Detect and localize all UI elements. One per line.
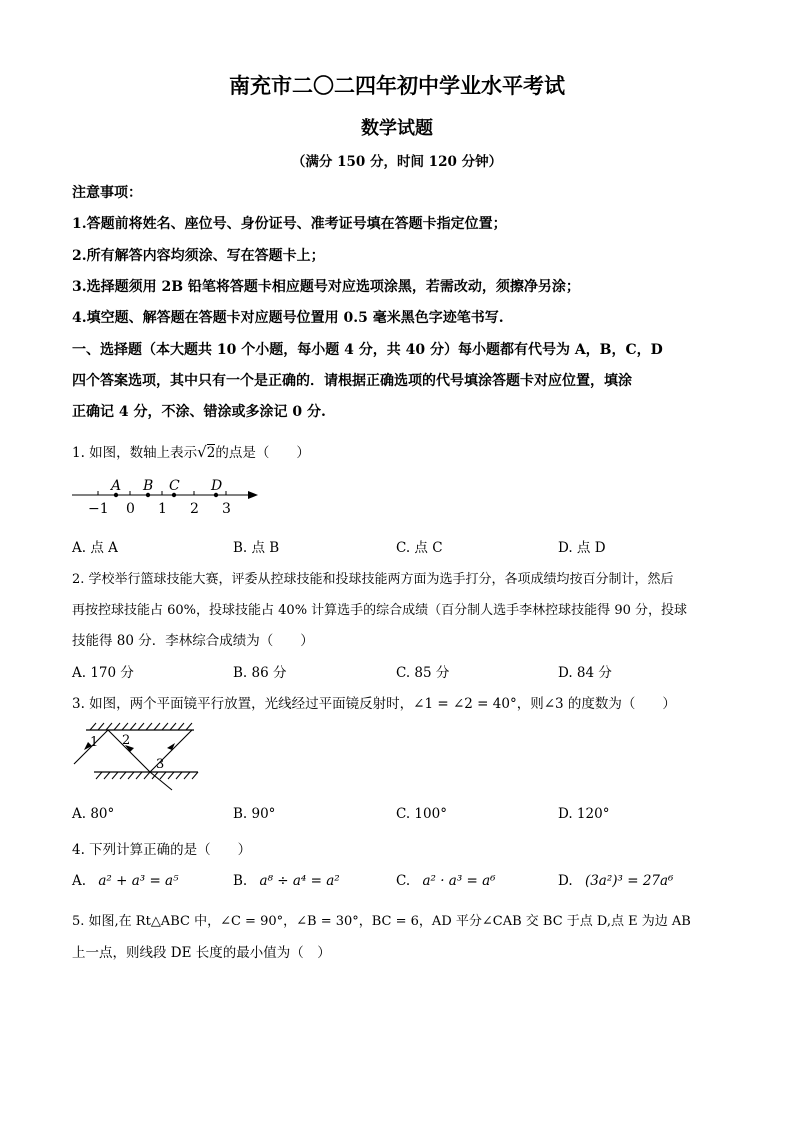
note-item: 2.所有解答内容均须涂、写在答题卡上； xyxy=(72,248,325,264)
q1-stem xyxy=(72,441,310,461)
point-a-label: A xyxy=(111,478,122,494)
q3-option-a[interactable]: A. 80° xyxy=(72,806,115,822)
q4-option-d[interactable] xyxy=(558,873,673,889)
section-heading-line: 四个答案选项，其中只有一个是正确的．请根据正确选项的代号填涂答题卡对应位置，填涂 xyxy=(72,373,632,389)
notes-heading: 注意事项： xyxy=(72,185,142,201)
q2-option-c[interactable]: C. 85 分 xyxy=(396,665,450,681)
q2-stem-line: 再按控球技能占 60%，投球技能占 40% 计算选手的综合成绩（百分制人选手李林控球技能得 90 分，投球 xyxy=(72,603,687,618)
q3-stem: 3. 如图，两个平面镜平行放置，光线经过平面镜反射时，∠1 = ∠2 = 40°，则∠3 的度数为（ ） xyxy=(72,696,676,712)
q2-stem-line: 技能得 80 分．李林综合成绩为（ ） xyxy=(72,633,314,649)
q1-option-c[interactable]: C. 点 C xyxy=(396,540,443,556)
q4-stem: 4. 下列计算正确的是（ ） xyxy=(72,842,252,858)
mirror-figure xyxy=(68,720,208,792)
section-heading-line: 一、选择题（本大题共 10 个小题，每小题 4 分，共 40 分）每小题都有代号为 A，B，C，D xyxy=(72,342,663,358)
q4-option-a-expr: a² + a³ = a⁵ xyxy=(98,873,179,889)
q4-option-a[interactable] xyxy=(72,873,179,889)
q1-stem-post: 的点是（ ） xyxy=(215,445,310,461)
q4-option-b-expr: a⁸ ÷ a⁴ = a² xyxy=(259,873,340,889)
tick-label: −1 xyxy=(88,501,109,517)
option-letter: B. xyxy=(233,873,248,889)
q4-option-c-expr: a² · a³ = a⁶ xyxy=(422,873,496,889)
point-d-label: D xyxy=(211,478,223,494)
note-item: 4.填空题、解答题在答题卡对应题号位置用 0.5 毫米黑色字迹笔书写. xyxy=(72,310,504,326)
exam-info: （满分 150 分，时间 120 分钟） xyxy=(291,154,503,170)
tick-label: 0 xyxy=(126,501,135,517)
note-item: 1.答题前将姓名、座位号、身份证号、准考证号填在答题卡指定位置； xyxy=(72,216,507,232)
option-letter: D. xyxy=(558,873,573,889)
q2-option-a[interactable]: A. 170 分 xyxy=(72,665,134,681)
subject-title: 数学试题 xyxy=(361,118,433,139)
bottom-mirror-hatching xyxy=(96,772,198,779)
angle-3-label: 3 xyxy=(156,757,165,772)
sqrt-radicand: 2 xyxy=(206,445,216,461)
q2-option-b[interactable]: B. 86 分 xyxy=(233,665,287,681)
q2-stem-line: 2. 学校举行篮球技能大赛，评委从控球技能和投球技能两方面为选手打分，各项成绩均按百分制计，然后 xyxy=(72,572,674,587)
tick-label: 2 xyxy=(190,501,199,517)
q3-option-b[interactable]: B. 90° xyxy=(233,806,276,822)
point-b-label: B xyxy=(143,478,154,494)
q5-stem-line: 上一点，则线段 DE 长度的最小值为（ ） xyxy=(72,945,331,961)
q1-option-a[interactable]: A. 点 A xyxy=(72,540,118,556)
q1-stem-pre: 1. 如图，数轴上表示 xyxy=(72,445,198,461)
q1-option-d[interactable]: D. 点 D xyxy=(558,540,606,556)
tick-label: 3 xyxy=(222,501,231,517)
option-letter: A. xyxy=(72,873,87,889)
section-heading-line: 正确记 4 分，不涂、错涂或多涂记 0 分. xyxy=(72,404,326,420)
q5-stem-line: 5. 如图,在 Rt△ABC 中，∠C = 90°，∠B = 30°，BC = 6，AD 平分∠CAB 交 BC 于点 D,点 E 为边 AB xyxy=(72,914,691,929)
option-letter: C. xyxy=(396,873,411,889)
q4-option-d-expr: (3a²)³ = 27a⁶ xyxy=(584,873,674,889)
top-mirror-hatching xyxy=(90,723,192,730)
q2-option-d[interactable]: D. 84 分 xyxy=(558,665,612,681)
point-c-label: C xyxy=(169,478,180,494)
q3-option-d[interactable]: D. 120° xyxy=(558,806,610,822)
number-line-figure xyxy=(68,472,268,520)
note-item: 3.选择题须用 2B 铅笔将答题卡相应题号对应选项涂黑，若需改动，须擦净另涂； xyxy=(72,279,580,295)
angle-2-label: 2 xyxy=(122,733,131,748)
tick-label: 1 xyxy=(158,501,167,517)
exam-title: 南充市二〇二四年初中学业水平考试 xyxy=(229,73,565,98)
q3-option-c[interactable]: C. 100° xyxy=(396,806,447,822)
angle-1-label: 1 xyxy=(90,735,99,750)
sqrt-symbol: √ xyxy=(197,443,207,461)
q1-option-b[interactable]: B. 点 B xyxy=(233,540,280,556)
q4-option-b[interactable] xyxy=(233,873,340,889)
q4-option-c[interactable] xyxy=(396,873,496,889)
normal-extension-line xyxy=(150,772,172,790)
